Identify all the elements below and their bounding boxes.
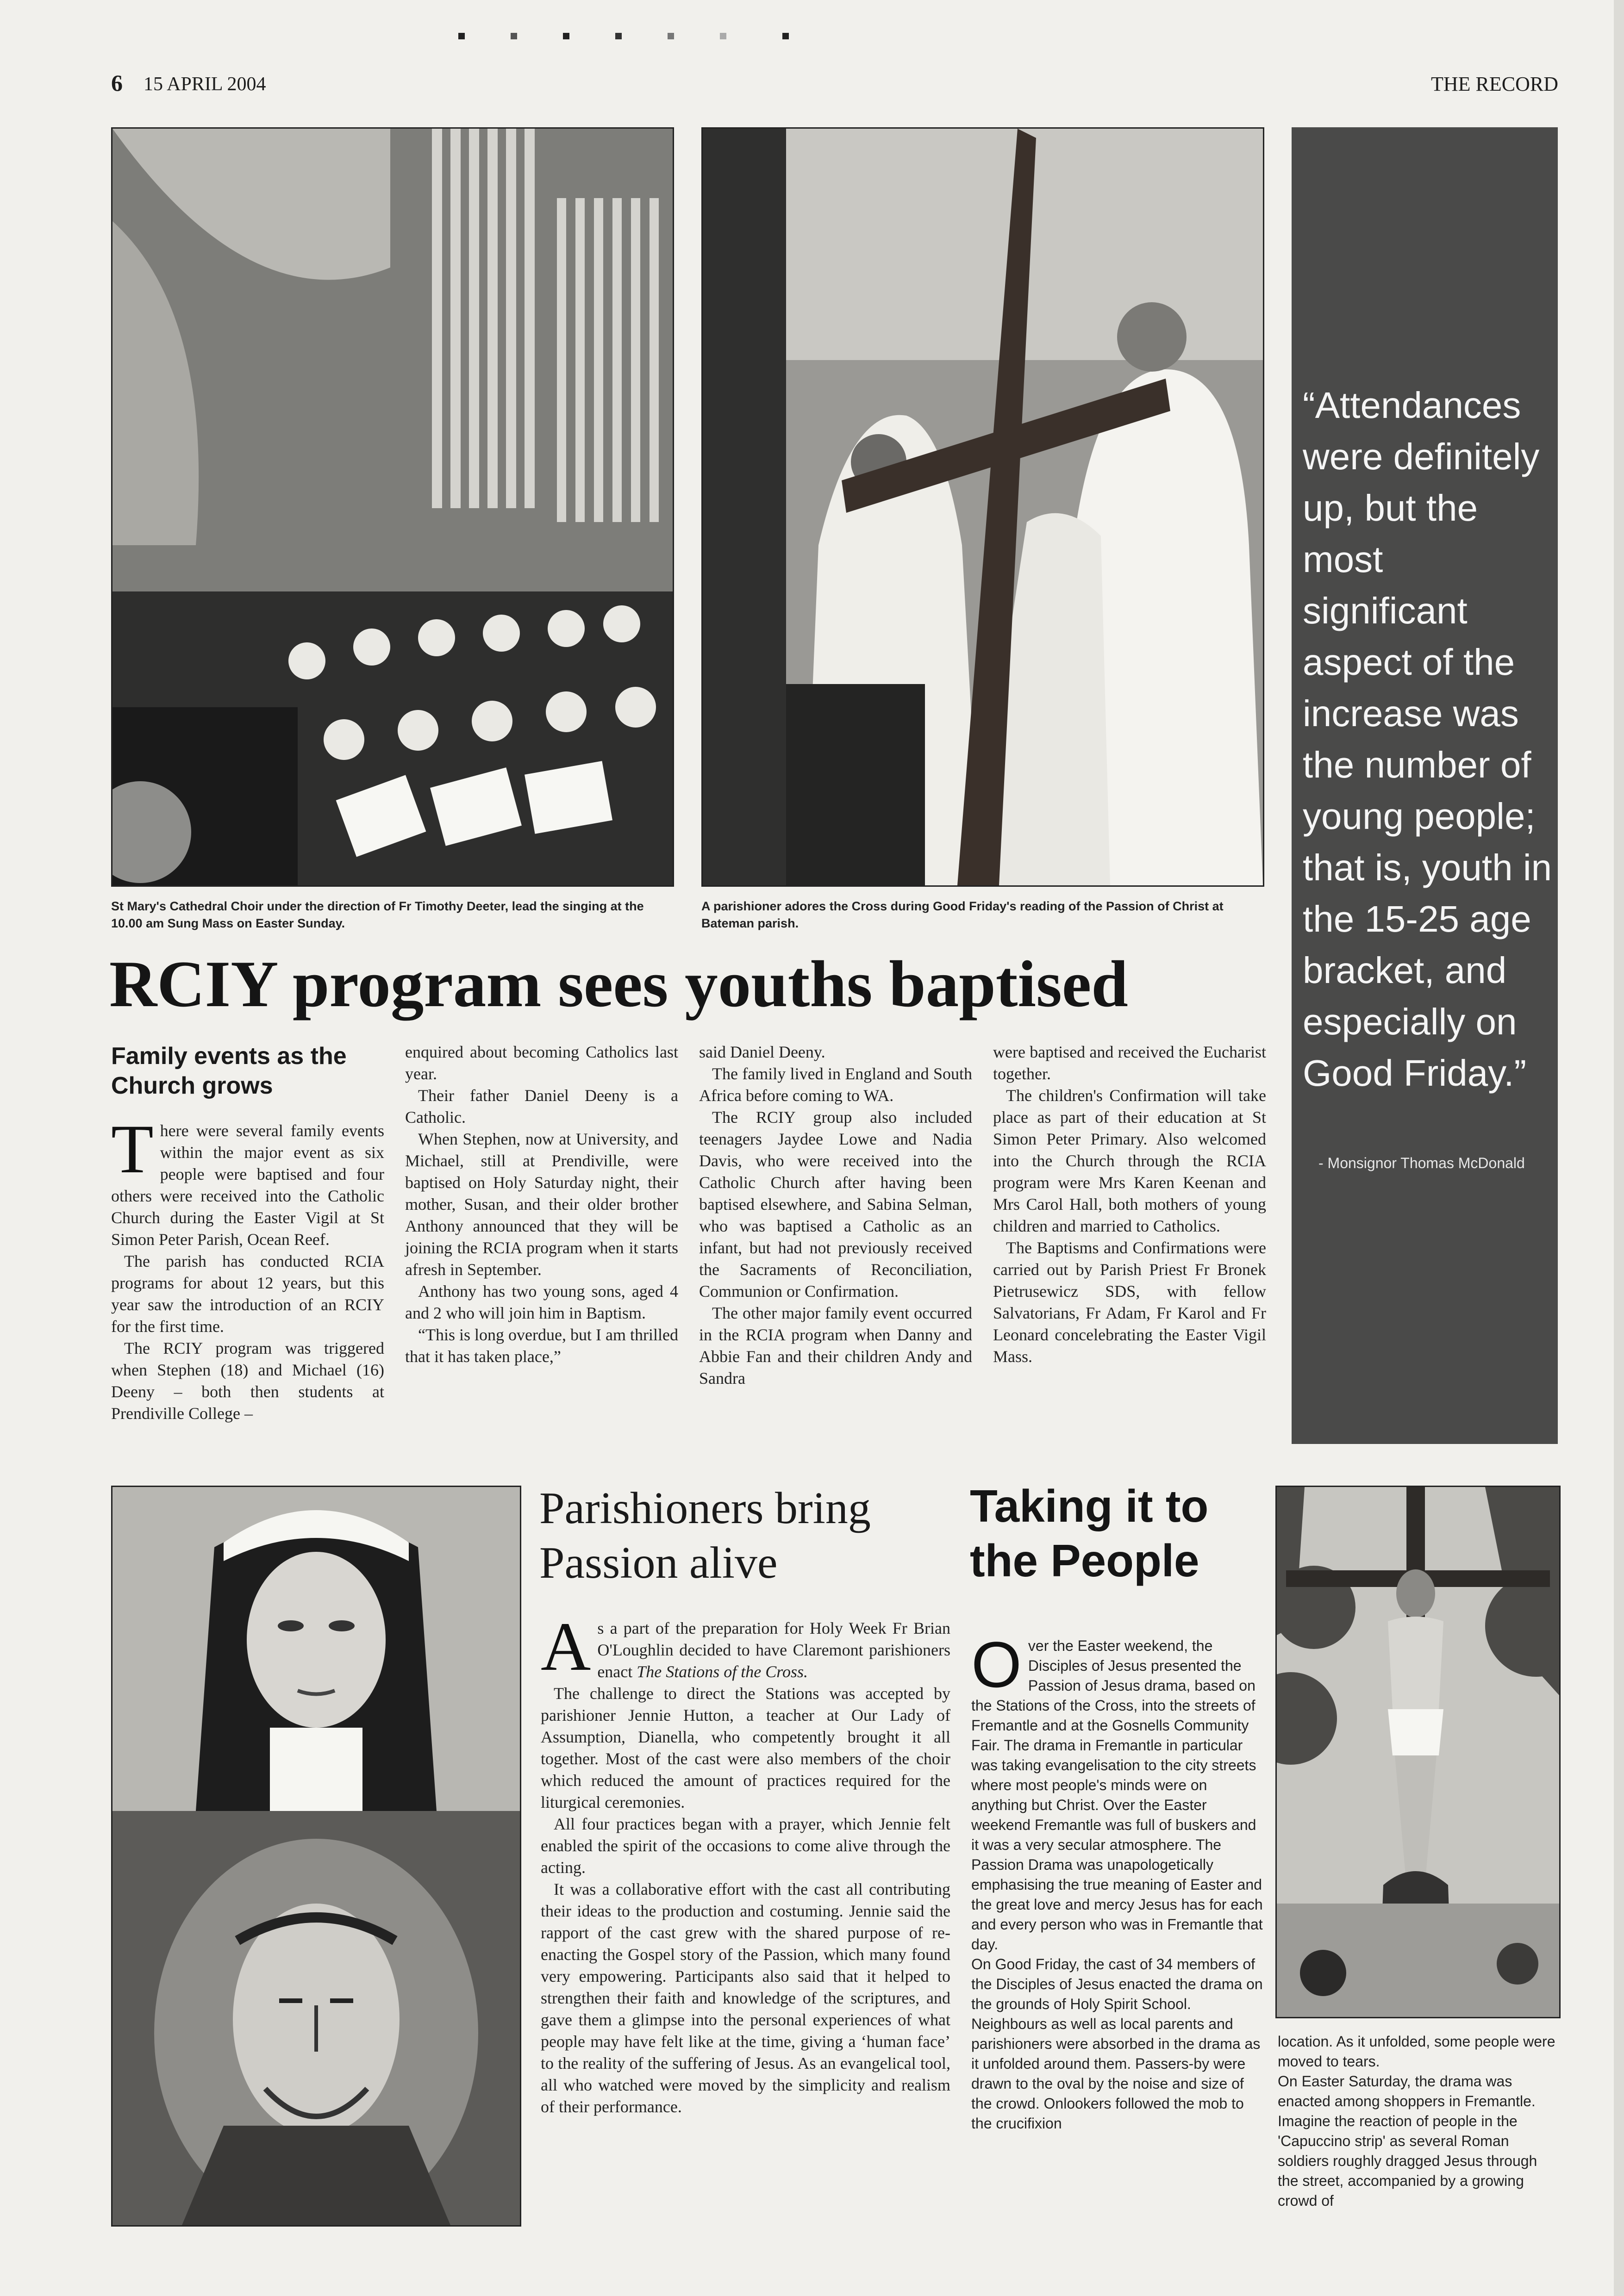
taking-column-1 (971, 1628, 1263, 2233)
rciy-paragraph: “This is long overdue, but I am thrilled that it has taken place,” (405, 1325, 678, 1366)
rciy-paragraph: here were several family events within the major event as six people were baptised and four others were received into the Catholic Church during the Easter Vigil at St Simon Peter Parish, Ocean Reef. (111, 1121, 384, 1249)
rciy-paragraph: The family lived in England and South Africa before coming to WA. (699, 1064, 972, 1105)
rciy-paragraph: The other major family event occurred in the RCIA program when Danny and Abbie Fan and their children Andy and Sandra (699, 1304, 972, 1388)
rciy-paragraph: said Daniel Deeny. (699, 1043, 825, 1061)
rciy-headline: RCIY program sees youths baptised (109, 947, 1128, 1020)
cross-photo (701, 127, 1264, 887)
rciy-column-2 (405, 1041, 678, 1449)
taking-headline (970, 1479, 1275, 1588)
masthead: THE RECORD (1431, 73, 1558, 95)
rciy-paragraph: The children's Confirmation will take place as part of their education at St Simon Peter Primary. Also welcomed into the Church through the RCIA program were Mrs Karen Keenan and Mrs Carol Hall, both mothers of young children and married to Catholics. (993, 1086, 1266, 1235)
rciy-paragraph: The RCIY program was triggered when Stephen (18) and Michael (16) Deeny – both then students at Prendiville College – (111, 1339, 384, 1423)
passion-headline-line-1: Parishioners bring (539, 1483, 871, 1533)
passion-lead-text: s a part of the preparation for Holy Week Fr Brian O'Loughlin decided to have Claremont parishioners enact (597, 1619, 950, 1681)
rciy-column-3 (699, 1041, 972, 1449)
rciy-paragraph: The parish has conducted RCIA programs for about 12 years, but this year saw the introduction of an RCIY for the first time. (111, 1252, 384, 1336)
passion-headline-line-2: Passion alive (539, 1538, 778, 1588)
pull-quote-box (1292, 127, 1558, 1444)
passion-dropcap: A (541, 1608, 591, 1685)
rciy-dropcap: T (111, 1111, 154, 1188)
passion-lead (541, 1608, 950, 1685)
rciy-paragraph: When Stephen, now at University, and Michael, still at Prendiville, were baptised on Holy Saturday night, their mother, Susan, and their older brother Anthony announced that they will be joining the RCIA program when it starts afresh in September. (405, 1130, 678, 1279)
issue-date: 15 APRIL 2004 (144, 74, 266, 95)
scan-edge (1614, 0, 1624, 2296)
passion-lead-title: The Stations of the Cross. (637, 1662, 808, 1681)
taking-paragraph: On Good Friday, the cast of 34 members of the Disciples of Jesus enacted the drama on the grounds of Holy Spirit School. Neighbours as well as local parents and parishioners were absorbed in the drama as it unfolded around them. Passers-by were drawn to the oval by the noise and size of the crowd. Onlookers followed the mob to the crucifixion (971, 1956, 1263, 2132)
page-number: 6 (111, 70, 123, 96)
rciy-paragraph: The RCIY group also included teenagers Jaydee Lowe and Nadia Davis, who were received into the Catholic Church after having been baptised elsewhere, and Sabina Selman, who was baptised a Catholic as an infant, but had not previously received the Sacraments of Reconciliation, Communion or Confirmation. (699, 1108, 972, 1300)
stations-photo (111, 1486, 521, 2227)
taking-paragraph: ver the Easter weekend, the Disciples of Jesus presented the Passion of Jesus drama, based on the Stations of the Cross, into the streets of Fremantle and at the Gosnells Community Fair. The drama in Fremantle in particular was taking evangelisation to the city streets where most people's minds were on anything but Christ. Over the Easter weekend Fremantle was full of buskers and it was a very secular atmosphere. The Passion Drama was unapologetically emphasising the true meaning of Easter and the great love and mercy Jesus has for each and every person who was in Fremantle that day. (971, 1637, 1263, 1953)
crucifixion-photo (1275, 1486, 1561, 2018)
taking-headline-line-1: Taking it to (970, 1481, 1209, 1531)
rciy-paragraph: The Baptisms and Confirmations were carried out by Parish Priest Fr Bronek Pietrusewicz SDS, with fellow Salvatorians, Fr Adam, Fr Karol and Fr Leonard concelebrating the Easter Vigil Mass. (993, 1238, 1266, 1366)
passion-paragraph: All four practices began with a prayer, which Jennie felt enabled the spirit of the occasions to come alive through the acting. (541, 1815, 950, 1877)
cross-photo-caption: A parishioner adores the Cross during Good Friday's reading of the Passion of Christ at Bateman parish. (701, 899, 1224, 930)
rciy-column-1 (111, 1041, 384, 1449)
taking-paragraph: location. As it unfolded, some people were moved to tears. (1278, 2033, 1555, 2070)
pull-quote-attribution: - Monsignor Thomas McDonald (1318, 1155, 1525, 1171)
passion-article-body (541, 1608, 950, 2228)
rciy-paragraph: Anthony has two young sons, aged 4 and 2 who will join him in Baptism. (405, 1282, 678, 1322)
rciy-column-4 (993, 1041, 1266, 1449)
rciy-paragraph: Their father Daniel Deeny is a Catholic. (405, 1086, 678, 1126)
passion-headline (539, 1481, 956, 1590)
page-header (111, 69, 1558, 102)
taking-headline-line-2: the People (970, 1535, 1199, 1586)
rciy-paragraph: were baptised and received the Eucharist together. (993, 1043, 1266, 1083)
taking-paragraph: On Easter Saturday, the drama was enacted among shoppers in Fremantle. Imagine the reaction of people in the 'Capuccino strip' as several Roman soldiers roughly dragged Jesus through the street, accompanied by a growing crowd of (1278, 2073, 1537, 2209)
taking-dropcap: O (971, 1628, 1022, 1701)
choir-photo-caption: St Mary's Cathedral Choir under the direction of Fr Timothy Deeter, lead the singing at the 10.00 am Sung Mass on Easter Sunday. (111, 899, 644, 930)
registration-marks (458, 32, 810, 39)
rciy-subhead: Family events as the Church grows (111, 1043, 347, 1099)
choir-photo (111, 127, 674, 887)
passion-paragraph: The challenge to direct the Stations was accepted by parishioner Jennie Hutton, a teacher at Our Lady of Assumption, Dianella, who competently brought it all together. Most of the cast were also members of the choir which reduced the amount of practices required for the liturgical ceremonies. (541, 1684, 950, 1811)
pull-quote-text: “Attendances were definitely up, but the most significant aspect of the increase was the number of young people; that is, youth in the 15-25 age bracket, and especially on Good Friday.” (1303, 385, 1552, 1094)
taking-column-2 (1278, 2032, 1560, 2231)
rciy-paragraph: enquired about becoming Catholics last year. (405, 1043, 678, 1083)
passion-paragraph: It was a collaborative effort with the cast all contributing their ideas to the production and costuming. Jennie said the rapport of the cast grew with the shared purpose of re-enacting the Gospel story of the Passion, which many found very empowering. Participants also said that it helped to strengthen their faith and knowledge of the scriptures, and gave them a glimpse into the personal experiences of what people may have felt like at the time, giving a ‘human face’ to the reality of the suffering of Jesus. As an evangelical tool, all who watched were moved by the simplicity and realism of their performance. (541, 1880, 950, 2116)
